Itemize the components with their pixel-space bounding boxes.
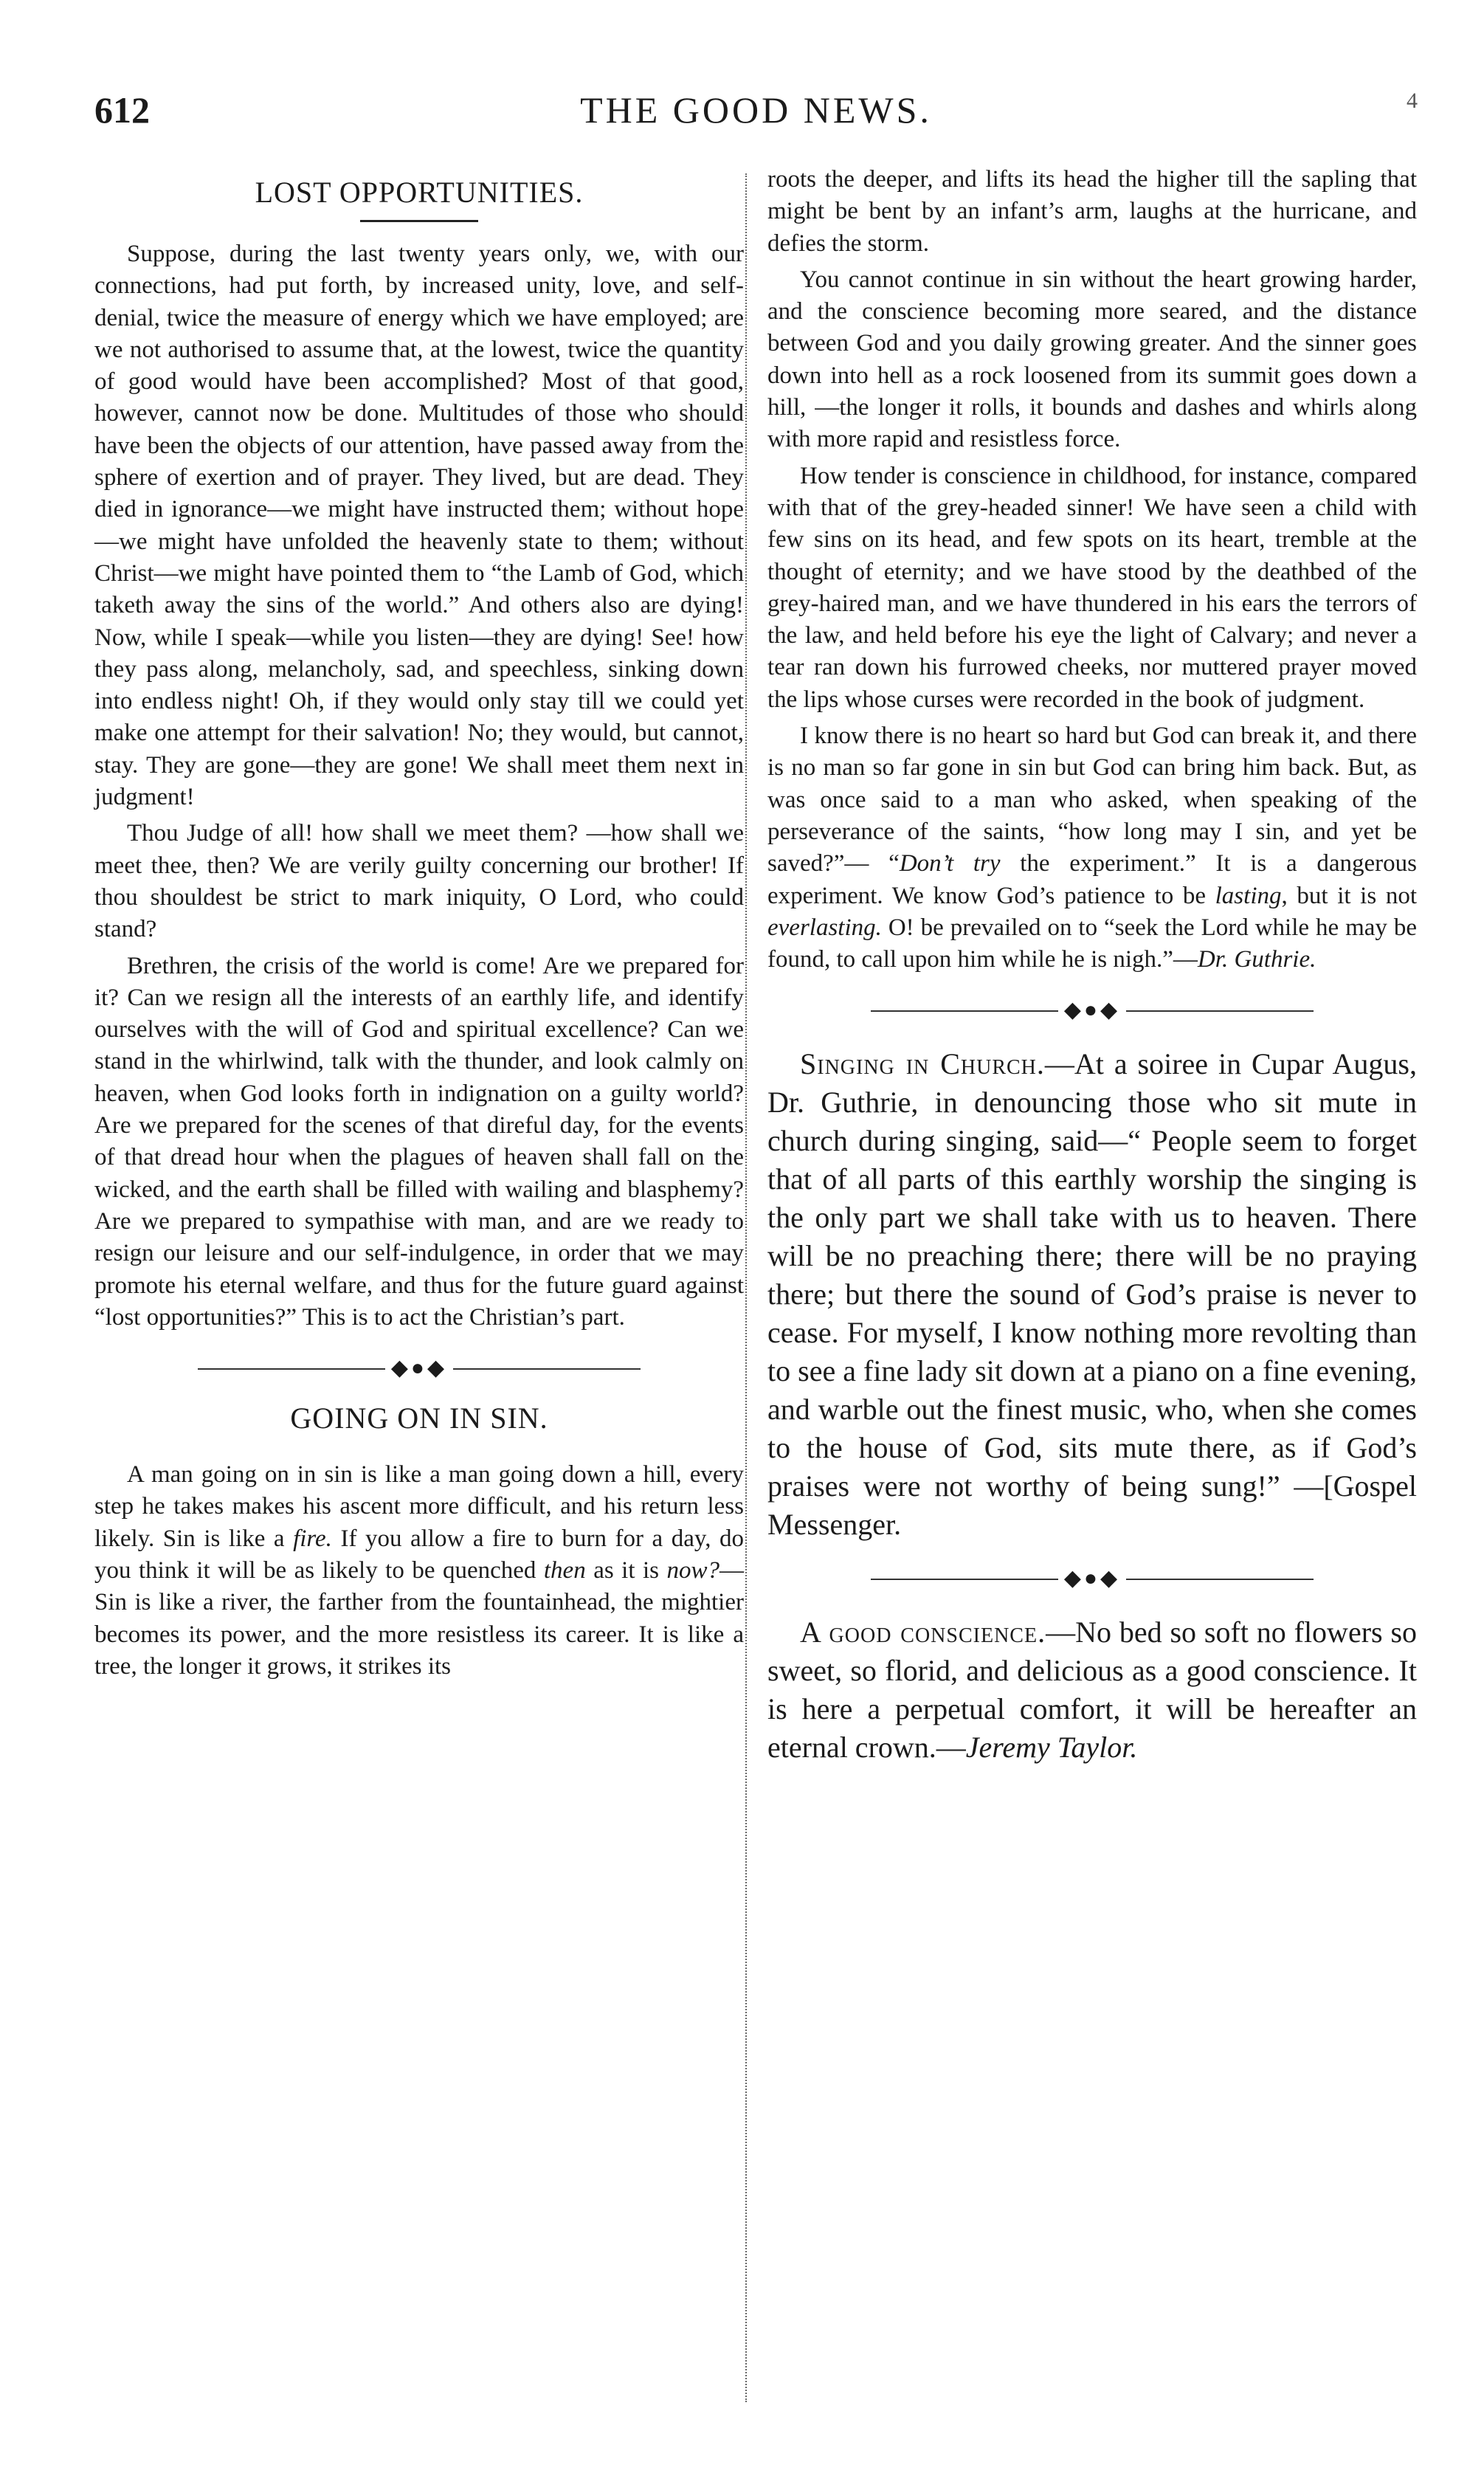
paragraph: I know there is no heart so hard but God can break it, and there is no man so far gone in sin but God can bring him back. But, as was once said to a man who asked, when speaking of the perseverance of the saints, “how long may I sin, and yet be saved?”— “Don’t try the experiment.” It is a dangerous experiment. We know God’s patience to be lasting, but it is not everlasting. O! be prevailed on to “seek the Lord while he may be found, to call upon him while he is nigh.”—Dr. Guthrie. [767,722,1417,973]
good-conscience-paragraph: A good conscience.—No bed so soft no flowers so sweet, so florid, and delicious as a good conscience. It is here a perpetual comfort, it will be hereafter an eternal crown.—Jeremy Taylor. [767,1615,1418,1765]
article-title-going-on-in-sin: GOING ON IN SIN. [290,1401,548,1435]
author-attribution: Dr. Guthrie. [1197,946,1316,973]
lead-in-heading: Singing in Church. [800,1047,1045,1081]
singing-in-church-paragraph: Singing in Church.—At a soiree in Cupar Augus, Dr. Guthrie, in denouncing those who sit mute in church during singing, said—“ People seem to forget that of all parts of this earthly worship the singing is the only part we shall take with us to heaven. There will be no preaching there; there will be no praying there; but there the sound of God’s praise is never to cease. For myself, I know nothing more revolting than to see a fine lady sit down at a piano on a fine evening, and warble out the finest music, who, when she comes to the house of God, sits mute there, as if God’s praises were not worthy of being sung!” —[Gospel Messenger. [767,1047,1418,1542]
paragraph-continued: roots the deeper, and lifts its head the higher till the sapling that might be bent by an infant’s arm, laughs at the hurricane, and defies the storm. [767,166,1417,257]
section-ornament: ◆●◆ [767,1566,1417,1591]
section-ornament: ◆●◆ [94,1356,744,1381]
article-title-lost-opportunities: LOST OPPORTUNITIES. [255,176,584,209]
running-head [94,89,1418,140]
paragraph: A man going on in sin is like a man going down a hill, every step he takes makes his ascent more difficult, and his return less likely. Sin is like a fire. If you allow a fire to burn for a day, do you think it will be as likely to be quenched then as it is now?— Sin is like a river, the farther from the fountainhead, the mightier becomes its power, and the more resistless its career. It is like a tree, the longer it grows, it strikes its [94,1461,744,1680]
paragraph: Brethren, the crisis of the world is come! Are we prepared for it? Can we resign all the interests of an earthly life, and identify ourselves with the will of God and spiritual excellence? Can we stand in the whirlwind, talk with the thunder, and look calmly on heaven, when God looks forth in indignation on a guilty world? Are we prepared for the scenes of that direful day, for the events of that dread hour when the plagues of heaven shall fall on the wicked, and the earth shall be filled with wailing and blasphemy? Are we prepared to sympathise with man, and are we ready to resign our leisure and our self-indulgence, in order that we may promote his eternal welfare, and thus for the future guard against “lost opportunities?” This is to act the Christian’s part. [94,952,744,1331]
page-number: 612 [94,89,150,131]
paragraph: Suppose, during the last twenty years only, we, with our connections, had put forth, by increased unity, love, and self-denial, twice the measure of energy which we have employed; are we not authorised to assume that, at the lowest, twice the quantity of good would have been accomplished? Most of that good, however, cannot now be done. Multitudes of those who should have been the objects of our attention, have passed away from the sphere of exertion and of prayer. They lived, but are dead. They died in ignorance—we might have instructed them; without hope—we might have unfolded the heavenly state to them; without Christ—we might have pointed them to “the Lamb of God, which taketh away the sins of the world.” And others also are dying! Now, while I speak—while you listen—they are dying! See! how they pass along, melancholy, sad, and speechless, sinking down into endless night! Oh, if they would only stay till we could yet make one attempt for their salvation! No; they would, but cannot, stay. They are gone—they are gone! We shall meet them next in judgment! [94,241,744,811]
right-column [767,164,1417,1771]
column-divider [745,173,747,2402]
corner-mark: 4 [1407,89,1418,113]
paragraph: How tender is conscience in childhood, for instance, compared with that of the grey-headed sinner! We have seen a child with few sins on its head, and few spots on its heart, tremble at the thought of eternity; and we have stood by the deathbed of the grey-haired man, and we have thundered in his ears the terrors of the law, and held before his eye the light of Calvary; and never a tear ran down his furrowed cheeks, nor muttered prayer moved the lips whose curses were recorded in the book of judgment. [767,462,1417,713]
journal-title: THE GOOD NEWS. [580,89,932,131]
section-ornament: ◆●◆ [767,998,1417,1023]
paragraph: Thou Judge of all! how shall we meet them? —how shall we meet thee, then? We are verily guilty concerning our brother! If thou shouldest be strict to mark iniquity, O Lord, who could stand? [94,820,744,943]
lead-in-heading: A good conscience. [800,1615,1046,1649]
left-column [94,164,744,1687]
title-rule [360,220,478,222]
author-attribution: Jeremy Taylor. [965,1731,1138,1765]
paragraph: You cannot continue in sin without the heart growing harder, and the conscience becoming more seared, and the distance between God and you daily growing greater. And the sinner goes down into hell as a rock loosened from its summit goes down a hill, —the longer it rolls, it bounds and dashes and whirls along with more rapid and resistless force. [767,266,1417,453]
